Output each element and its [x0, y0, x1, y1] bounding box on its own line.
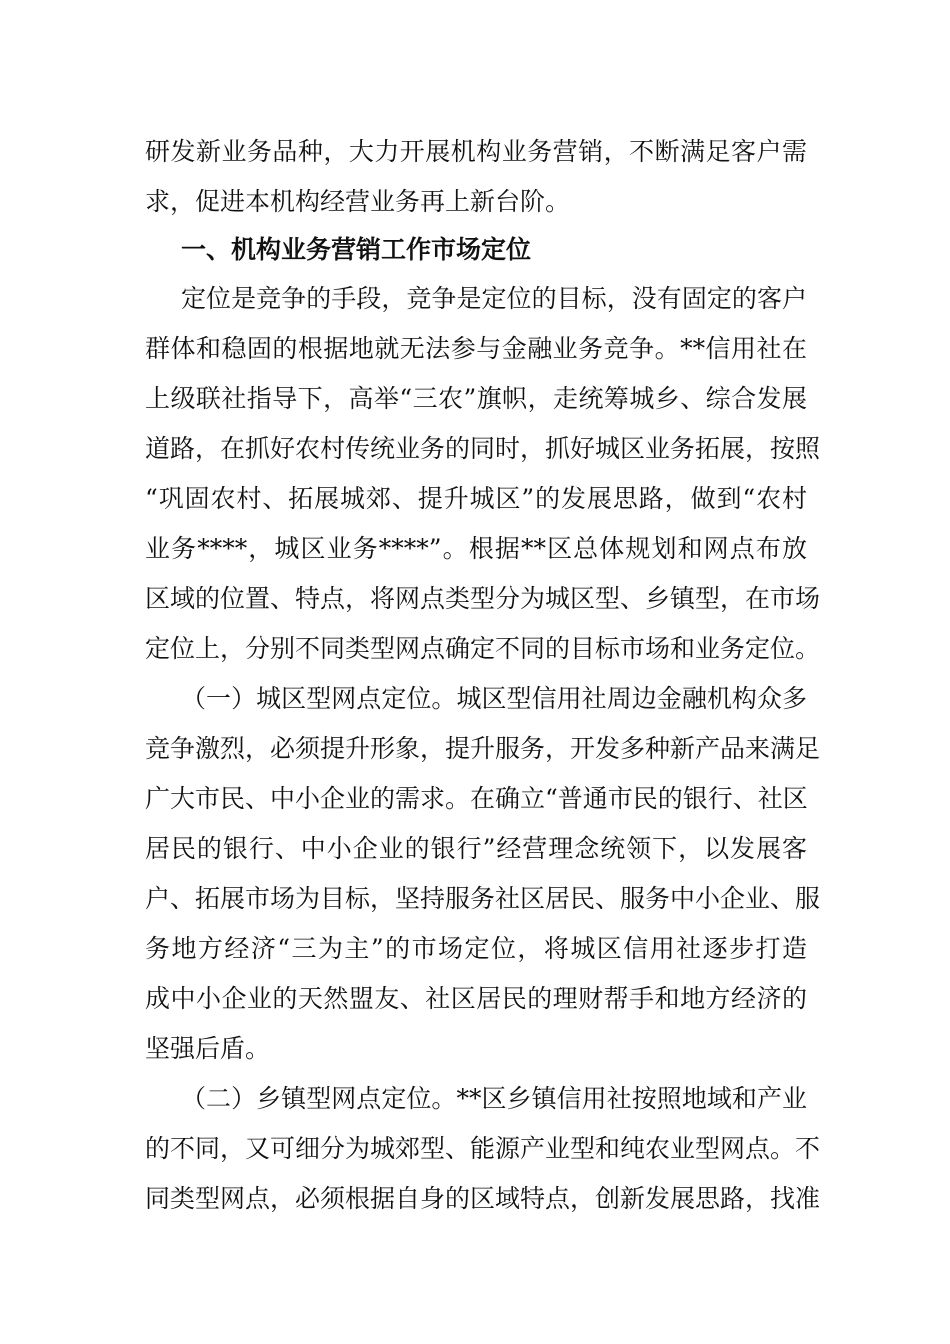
text-line: 居民的银行、中小企业的银行”经营理念统领下，以发展客: [145, 834, 807, 863]
text-line: 定位上，分别不同类型网点确定不同的目标市场和业务定位。: [145, 634, 821, 663]
text-line: 成中小企业的天然盟友、社区居民的理财帮手和地方经济的: [145, 984, 807, 1013]
section-heading: 一、机构业务营销工作市场定位: [181, 235, 532, 264]
text-line: 定位是竞争的手段，竞争是定位的目标，没有固定的客户: [181, 284, 807, 313]
text-line: （二）乡镇型网点定位。**区乡镇信用社按照地域和产业: [181, 1084, 807, 1113]
text-line: 广大市民、中小企业的需求。在确立“普通市民的银行、社区: [145, 784, 808, 813]
text-line: 求，促进本机构经营业务再上新台阶。: [145, 187, 571, 216]
text-line: 道路，在抓好农村传统业务的同时，抓好城区业务拓展，按照: [145, 434, 821, 463]
text-line: 户、拓展市场为目标，坚持服务社区居民、服务中小企业、服: [145, 884, 821, 913]
text-line: 研发新业务品种，大力开展机构业务营销，不断满足客户需: [145, 137, 807, 166]
text-line: 务地方经济“三为主”的市场定位，将城区信用社逐步打造: [145, 934, 807, 963]
text-line: 业务****，城区业务****”。根据**区总体规划和网点布放: [145, 534, 807, 563]
text-line: “巩固农村、拓展城郊、提升城区”的发展思路，做到“农村: [145, 484, 807, 513]
text-line: 竞争激烈，必须提升形象，提升服务，开发多种新产品来满足: [145, 734, 821, 763]
text-line: 的不同，又可细分为城郊型、能源产业型和纯农业型网点。不: [145, 1134, 821, 1163]
text-line: 上级联社指导下，高举“三农”旗帜，走统筹城乡、综合发展: [145, 384, 807, 413]
text-line: 群体和稳固的根据地就无法参与金融业务竞争。**信用社在: [145, 334, 807, 363]
text-line: 坚强后盾。: [145, 1034, 271, 1063]
text-line: 区域的位置、特点，将网点类型分为城区型、乡镇型，在市场: [145, 584, 821, 613]
text-line: （一）城区型网点定位。城区型信用社周边金融机构众多: [181, 684, 807, 713]
text-line: 同类型网点，必须根据自身的区域特点，创新发展思路，找准: [145, 1184, 821, 1213]
